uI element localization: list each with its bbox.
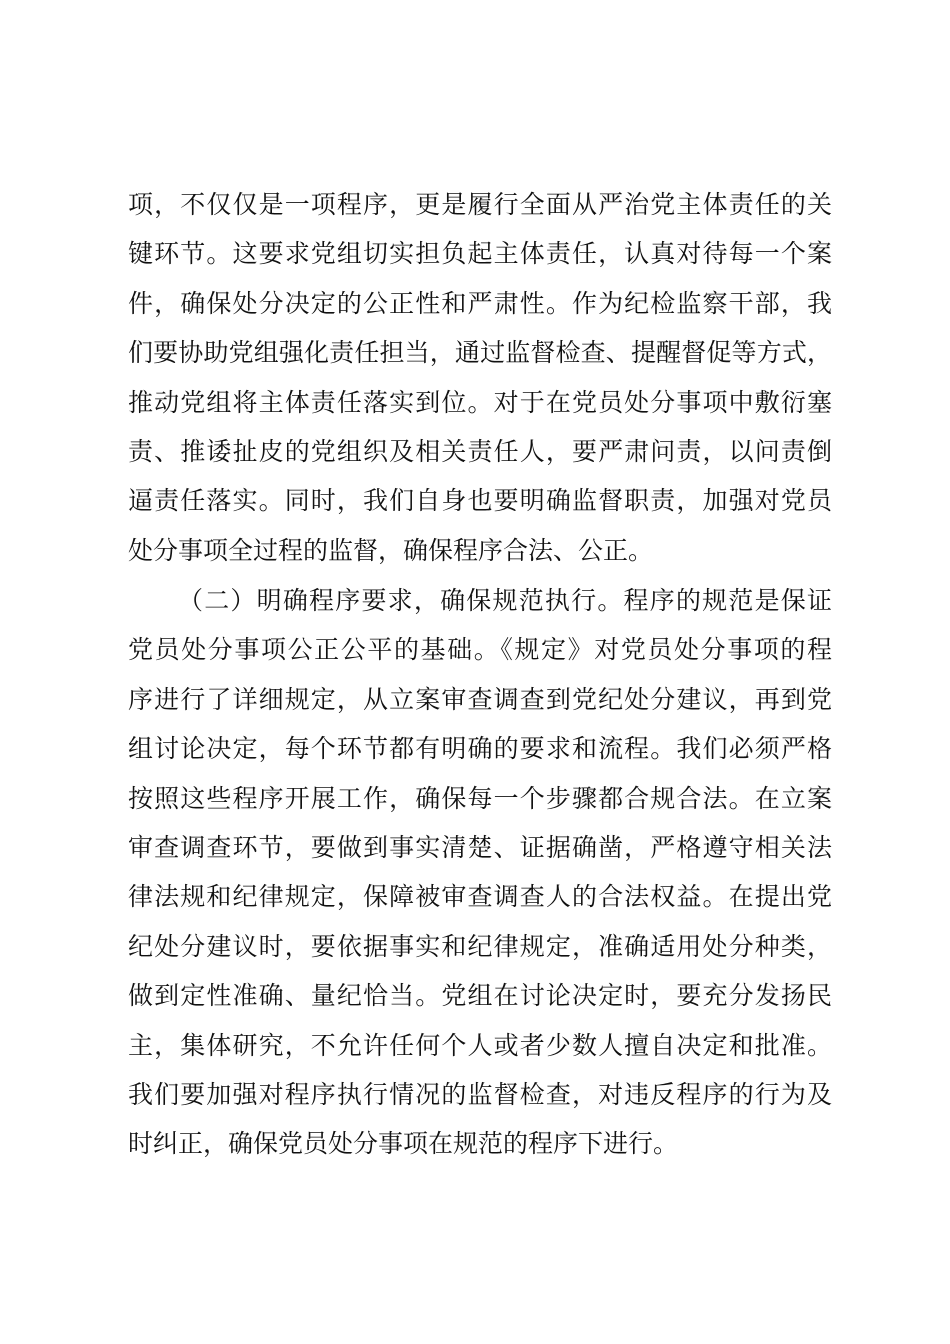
paragraph-line: 项，不仅仅是一项程序，更是履行全面从严治党主体责任的关 bbox=[128, 190, 832, 219]
paragraph-line: 推动党组将主体责任落实到位。对于在党员处分事项中敷衍塞 bbox=[128, 387, 832, 417]
paragraph-line: 逼责任落实。同时，我们自身也要明确监督职责，加强对党员 bbox=[128, 486, 832, 516]
paragraph-line: 件，确保处分决定的公正性和严肃性。作为纪检监察干部，我 bbox=[128, 288, 832, 318]
paragraph-line: 做到定性准确、量纪恰当。党组在讨论决定时，要充分发扬民 bbox=[128, 981, 832, 1011]
paragraph-line: 律法规和纪律规定，保障被审查调查人的合法权益。在提出党 bbox=[128, 882, 832, 912]
paragraph-line: 主，集体研究，不允许任何个人或者少数人擅自决定和批准。 bbox=[128, 1030, 832, 1060]
paragraph-line: 组讨论决定，每个环节都有明确的要求和流程。我们必须严格 bbox=[128, 734, 832, 764]
paragraph-line: 纪处分建议时，要依据事实和纪律规定，准确适用处分种类， bbox=[128, 931, 832, 961]
paragraph-line: 审查调查环节，要做到事实清楚、证据确凿，严格遵守相关法 bbox=[128, 832, 832, 862]
paragraph-line: 键环节。这要求党组切实担负起主体责任，认真对待每一个案 bbox=[128, 239, 832, 269]
paragraph-2 bbox=[128, 576, 832, 1169]
paragraph-line: 按照这些程序开展工作，确保每一个步骤都合规合法。在立案 bbox=[128, 783, 832, 813]
paragraph-line: 们要协助党组强化责任担当，通过监督检查、提醒督促等方式， bbox=[128, 338, 832, 368]
paragraph-line: 时纠正，确保党员处分事项在规范的程序下进行。 bbox=[128, 1129, 679, 1159]
paragraph-line: 序进行了详细规定，从立案审查调查到党纪处分建议，再到党 bbox=[128, 684, 832, 714]
paragraph-1 bbox=[128, 180, 832, 575]
paragraph-line: 党员处分事项公正公平的基础。《规定》对党员处分事项的程 bbox=[128, 635, 832, 665]
paragraph-line: 我们要加强对程序执行情况的监督检查，对违反程序的行为及 bbox=[128, 1079, 832, 1109]
paragraph-line: （二）明确程序要求，确保规范执行。程序的规范是保证 bbox=[178, 586, 832, 615]
paragraph-line: 处分事项全过程的监督，确保程序合法、公正。 bbox=[128, 535, 654, 565]
paragraph-line: 责、推诿扯皮的党组织及相关责任人，要严肃问责，以问责倒 bbox=[128, 436, 832, 466]
